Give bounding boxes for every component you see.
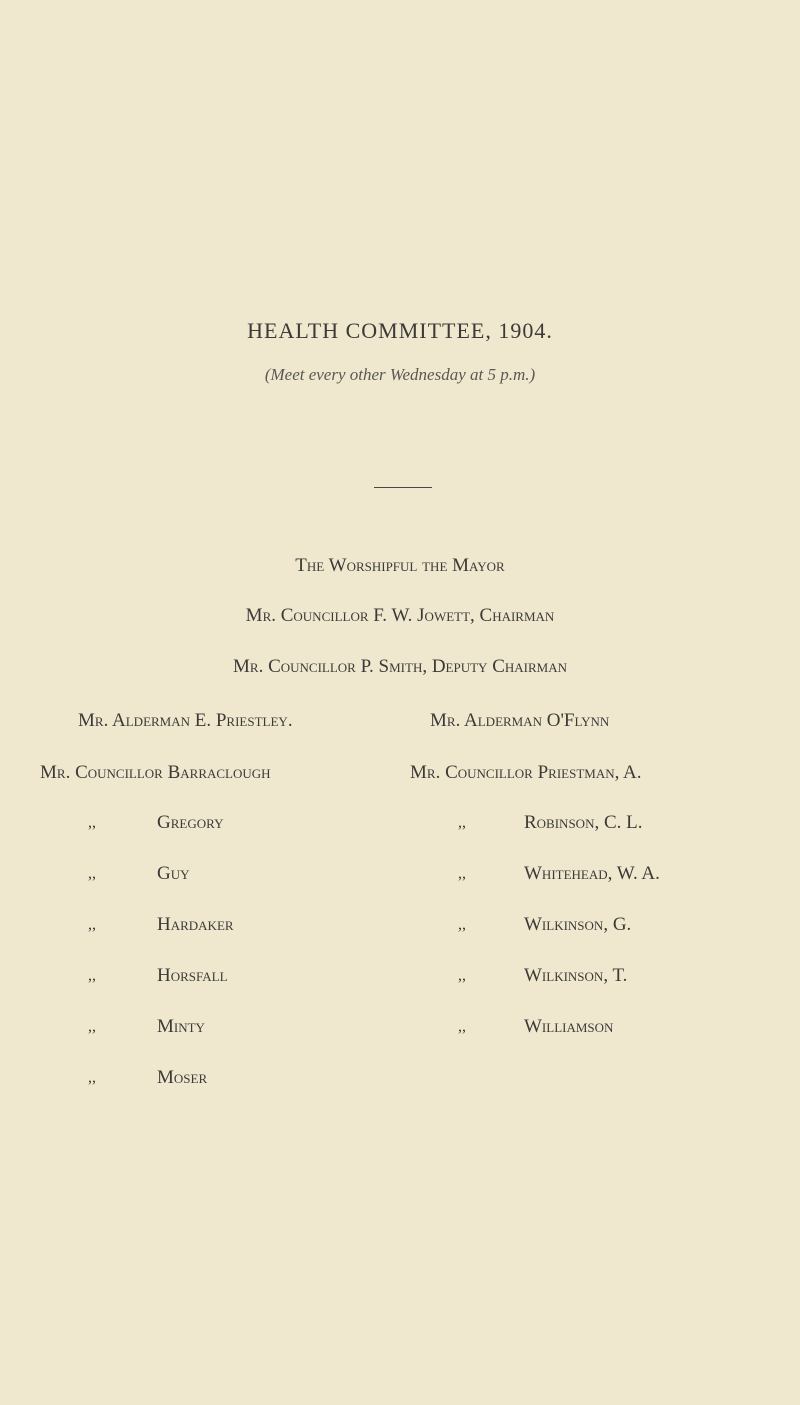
alderman-right: Mr. Alderman O'Flynn — [430, 710, 610, 731]
councillor-left-item: Guy — [157, 863, 190, 884]
ditto-mark: ,, — [458, 916, 466, 933]
councillor-right-item: Williamson — [524, 1016, 614, 1037]
alderman-left: Mr. Alderman E. Priestley. — [78, 710, 293, 731]
councillor-right-header: Mr. Councillor Priestman, A. — [410, 762, 642, 783]
ditto-mark: ,, — [458, 814, 466, 831]
councillor-left-item: Horsfall — [157, 965, 228, 986]
councillor-right-item: Wilkinson, T. — [524, 965, 628, 986]
ditto-mark: ,, — [88, 1018, 96, 1035]
councillor-left-item: Hardaker — [157, 914, 234, 935]
councillor-left-item: Minty — [157, 1016, 205, 1037]
councillor-left-item: Moser — [157, 1067, 208, 1088]
meeting-schedule: (Meet every other Wednesday at 5 p.m.) — [264, 365, 536, 384]
officer-chairman: Mr. Councillor F. W. Jowett, Chairman — [245, 605, 555, 626]
councillor-left-item: Gregory — [157, 812, 224, 833]
ditto-mark: ,, — [88, 916, 96, 933]
ditto-mark: ,, — [88, 967, 96, 984]
ditto-mark: ,, — [458, 865, 466, 882]
ditto-mark: ,, — [88, 865, 96, 882]
ditto-mark: ,, — [458, 967, 466, 984]
councillor-right-item: Whitehead, W. A. — [524, 863, 660, 884]
page-title: HEALTH COMMITTEE, 1904. — [247, 318, 553, 343]
councillor-right-item: Wilkinson, G. — [524, 914, 632, 935]
divider-rule — [374, 487, 432, 488]
ditto-mark: ,, — [458, 1018, 466, 1035]
councillor-left-header: Mr. Councillor Barraclough — [40, 762, 271, 783]
officer-mayor: The Worshipful the Mayor — [295, 555, 505, 576]
officer-deputy-chairman: Mr. Councillor P. Smith, Deputy Chairman — [233, 656, 567, 677]
ditto-mark: ,, — [88, 1069, 96, 1086]
councillor-right-item: Robinson, C. L. — [524, 812, 643, 833]
ditto-mark: ,, — [88, 814, 96, 831]
